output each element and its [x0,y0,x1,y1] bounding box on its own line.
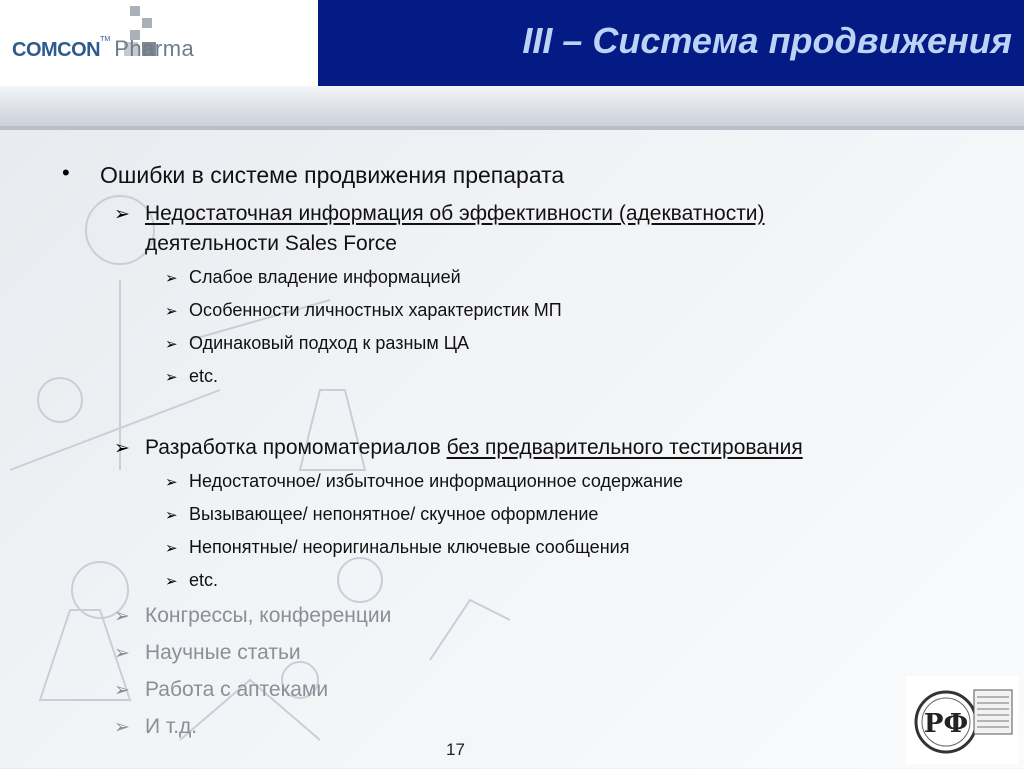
arrow-bullet-icon: ➢ [114,606,130,627]
section2-subitem: Вызывающее/ непонятное/ скучное оформление [189,504,599,524]
arrow-bullet-icon: ➢ [165,369,178,386]
rfam-emblem-area [906,676,1018,764]
arrow-bullet-icon: ➢ [114,643,130,664]
arrow-bullet-icon: ➢ [114,680,130,701]
arrow-bullet-icon: ➢ [165,540,178,557]
arrow-bullet-icon: ➢ [165,573,178,590]
grey-item: Конгрессы, конференции [145,604,392,627]
arrow-bullet-icon: ➢ [165,507,178,524]
grey-item: Научные статьи [145,641,301,664]
arrow-bullet-icon: ➢ [114,204,130,225]
section1-subitem: etc. [189,366,219,386]
logo-pharma-text: Pharma [114,36,195,61]
section2-heading [145,436,803,460]
section2-subitem: etc. [189,570,219,590]
arrow-bullet-icon: ➢ [114,717,130,738]
section2-subitem: Непонятные/ неоригинальные ключевые сообщения [189,537,630,557]
section2-subitem: Недостаточное/ избыточное информационное содержание [189,471,684,491]
section1-subitem: Слабое владение информацией [189,267,461,287]
section1-heading-line2: деятельности Sales Force [145,232,397,255]
arrow-bullet-icon: ➢ [165,336,178,353]
rfam-emblem-icon [906,676,1018,764]
arrow-bullet-icon: ➢ [114,438,130,459]
arrow-bullet-icon: ➢ [165,474,178,491]
svg-text:РФ: РФ [923,709,969,739]
section1-subitem: Особенности личностных характеристик МП [189,300,562,320]
slide-title: III – Система продвижения [522,20,1012,61]
section1-subitem: Одинаковый подход к разным ЦА [189,333,470,353]
page-number: 17 [446,740,465,759]
bullet-icon: • [62,160,70,185]
section2-heading-plain: Разработка промоматериалов [145,436,447,459]
arrow-bullet-icon: ➢ [165,270,178,287]
grey-item: Работа с аптеками [145,678,329,701]
logo-trademark: TM [100,36,111,43]
outline-heading: Ошибки в системе продвижения препарата [100,162,565,188]
section1-heading-line1: Недостаточная информация об эффективности (адекватности) [145,202,765,225]
section2-heading-underlined: без предварительного тестирования [446,436,803,459]
arrow-bullet-icon: ➢ [165,303,178,320]
grey-item: И т.д. [145,715,198,738]
logo-comcon-text: COMCON [12,39,101,61]
